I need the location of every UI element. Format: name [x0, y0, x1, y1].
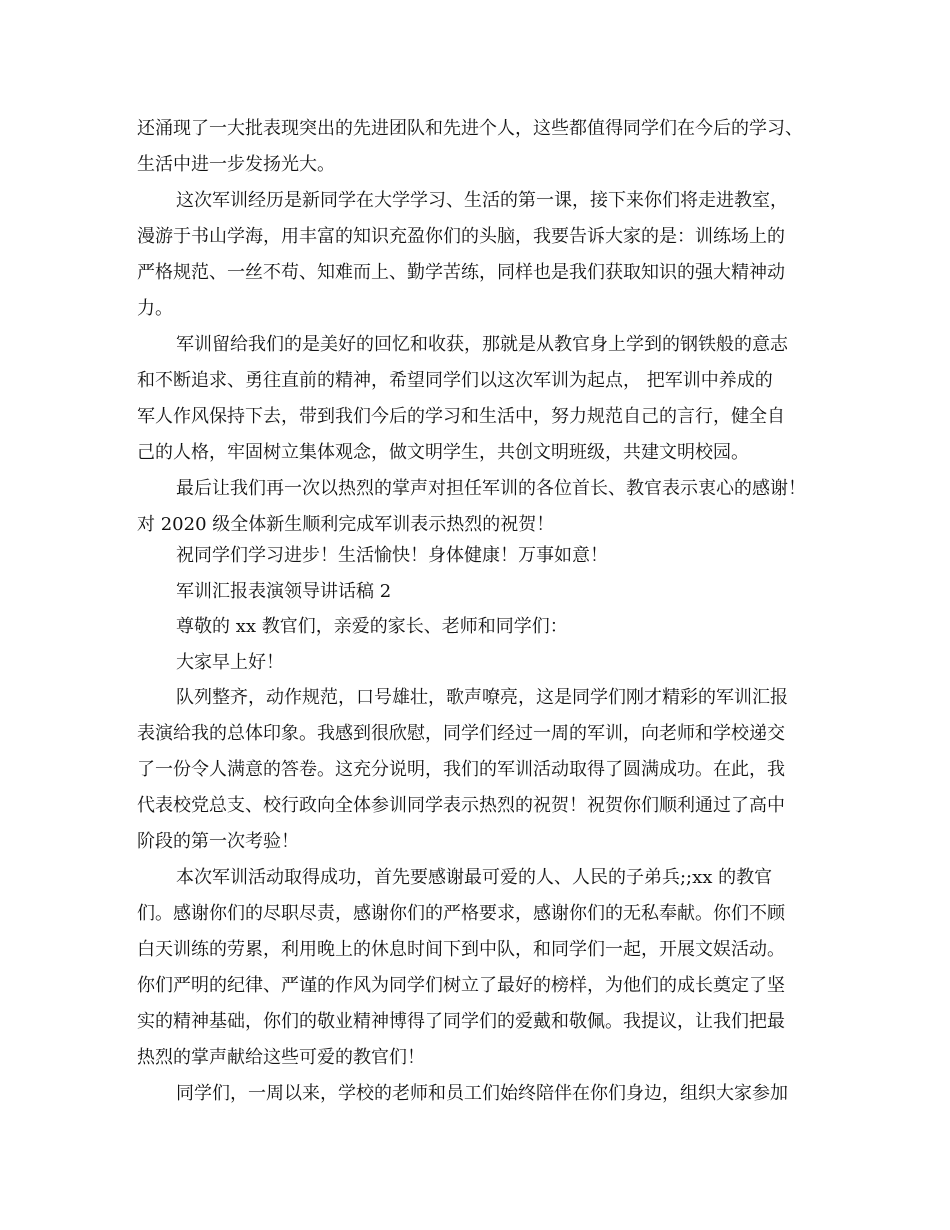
text-line: 力。 [137, 298, 173, 319]
text-line: 白天训练的劳累，利用晚上的休息时间下到中队，和同学们一起，开展文娱活动。 [137, 939, 785, 960]
text-line: 本次军训活动取得成功，首先要感谢最可爱的人、人民的子弟兵;;xx 的教官 [176, 867, 773, 888]
text-line: 对 2020 级全体新生顺利完成军训表示热烈的祝贺！ [137, 514, 555, 535]
text-line: 热烈的掌声献给这些可爱的教官们！ [137, 1047, 425, 1068]
text-line: 严格规范、一丝不苟、知难而上、勤学苦练，同样也是我们获取知识的强大精神动 [137, 262, 785, 283]
text-line: 队列整齐，动作规范，口号雄壮，歌声嘹亮，这是同学们刚才精彩的军训汇报 [176, 687, 788, 708]
text-line: 实的精神基础，你们的敬业精神博得了同学们的爱戴和敬佩。我提议，让我们把最 [137, 1011, 785, 1032]
text-line: 军训留给我们的是美好的回忆和收获，那就是从教官身上学到的钢铁般的意志 [176, 334, 788, 355]
text-line: 漫游于书山学海，用丰富的知识充盈你们的头脑，我要告诉大家的是：训练场上的 [137, 226, 785, 247]
text-line: 同学们，一周以来，学校的老师和员工们始终陪伴在你们身边，组织大家参加 [176, 1083, 788, 1104]
text-line: 了一份令人满意的答卷。这充分说明，我们的军训活动取得了圆满成功。在此，我 [137, 759, 785, 780]
text-line: 己的人格，牢固树立集体观念，做文明学生，共创文明班级，共建文明校园。 [137, 442, 749, 463]
text-line: 们。感谢你们的尽职尽责，感谢你们的严格要求，感谢你们的无私奉献。你们不顾 [137, 903, 785, 924]
salutation: 尊敬的 xx 教官们，亲爱的家长、老师和同学们： [176, 616, 568, 637]
text-line: 这次军训经历是新同学在大学学习、生活的第一课，接下来你们将走进教室， [176, 190, 788, 211]
text-line: 生活中进一步发扬光大。 [137, 154, 335, 175]
text-line: 和不断追求、勇往直前的精神，希望同学们以这次军训为起点， 把军训中养成的 [137, 370, 773, 391]
text-line: 阶段的第一次考验！ [137, 831, 299, 852]
text-line: 代表校党总支、校行政向全体参训同学表示热烈的祝贺！祝贺你们顺利通过了高中 [137, 795, 785, 816]
text-line: 你们严明的纪律、严谨的作风为同学们树立了最好的榜样，为他们的成长奠定了坚 [137, 975, 785, 996]
text-line: 表演给我的总体印象。我感到很欣慰，同学们经过一周的军训，向老师和学校递交 [137, 723, 785, 744]
text-line: 最后让我们再一次以热烈的掌声对担任军训的各位首长、教官表示衷心的感谢！ [176, 478, 806, 499]
greeting: 大家早上好！ [176, 652, 284, 673]
section-heading: 军训汇报表演领导讲话稿 2 [176, 581, 392, 602]
text-line: 军人作风保持下去，带到我们今后的学习和生活中，努力规范自己的言行，健全自 [137, 406, 785, 427]
text-line: 还涌现了一大批表现突出的先进团队和先进个人，这些都值得同学们在今后的学习、 [137, 118, 803, 139]
text-line: 祝同学们学习进步！生活愉快！身体健康！万事如意！ [176, 545, 608, 566]
